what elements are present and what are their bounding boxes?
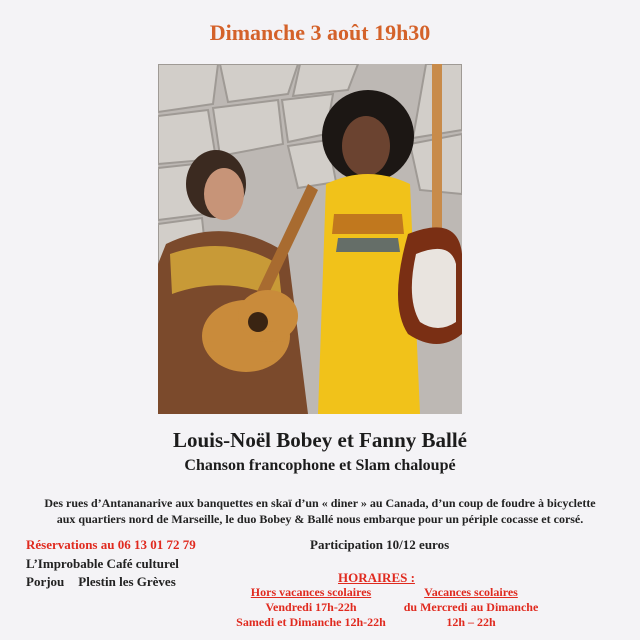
event-subtitle: Chanson francophone et Slam chaloupé — [184, 457, 456, 474]
venue-address — [26, 573, 179, 591]
description-line: aux quartiers nord de Marseille, le duo Bobey & Ballé nous embarque pour un périple cocasse et corsé. — [56, 512, 584, 526]
venue-town: Plestin les Grèves — [78, 574, 176, 589]
venue-block — [26, 555, 179, 591]
schedule-heading: HORAIRES : — [338, 570, 415, 585]
schedule-off-season — [226, 585, 396, 630]
duo-photo — [158, 64, 462, 414]
off-season-line: Samedi et Dimanche 12h-22h — [236, 615, 386, 629]
venue-name: L’Improbable Café culturel — [26, 556, 179, 571]
holidays-line: du Mercredi au Dimanche — [403, 600, 539, 614]
off-season-line: Vendredi 17h-22h — [265, 600, 357, 614]
holidays-line: 12h – 22h — [446, 615, 496, 629]
description-line: Des rues d’Antananarive aux banquettes en skaï d’un « diner » au Canada, d’un coup de foudre à bicyclette — [44, 496, 596, 510]
participation-price: Participation 10/12 euros — [310, 537, 450, 552]
holidays-label: Vacances scolaires — [424, 585, 518, 599]
off-season-label: Hors vacances scolaires — [250, 585, 372, 599]
event-date: Dimanche 3 août 19h30 — [209, 20, 431, 45]
schedule-holidays — [396, 585, 546, 630]
event-description — [30, 495, 610, 527]
venue-place: Porjou — [26, 574, 65, 589]
event-title: Louis-Noël Bobey et Fanny Ballé — [172, 428, 467, 452]
reservations-phone: Réservations au 06 13 01 72 79 — [26, 537, 196, 552]
